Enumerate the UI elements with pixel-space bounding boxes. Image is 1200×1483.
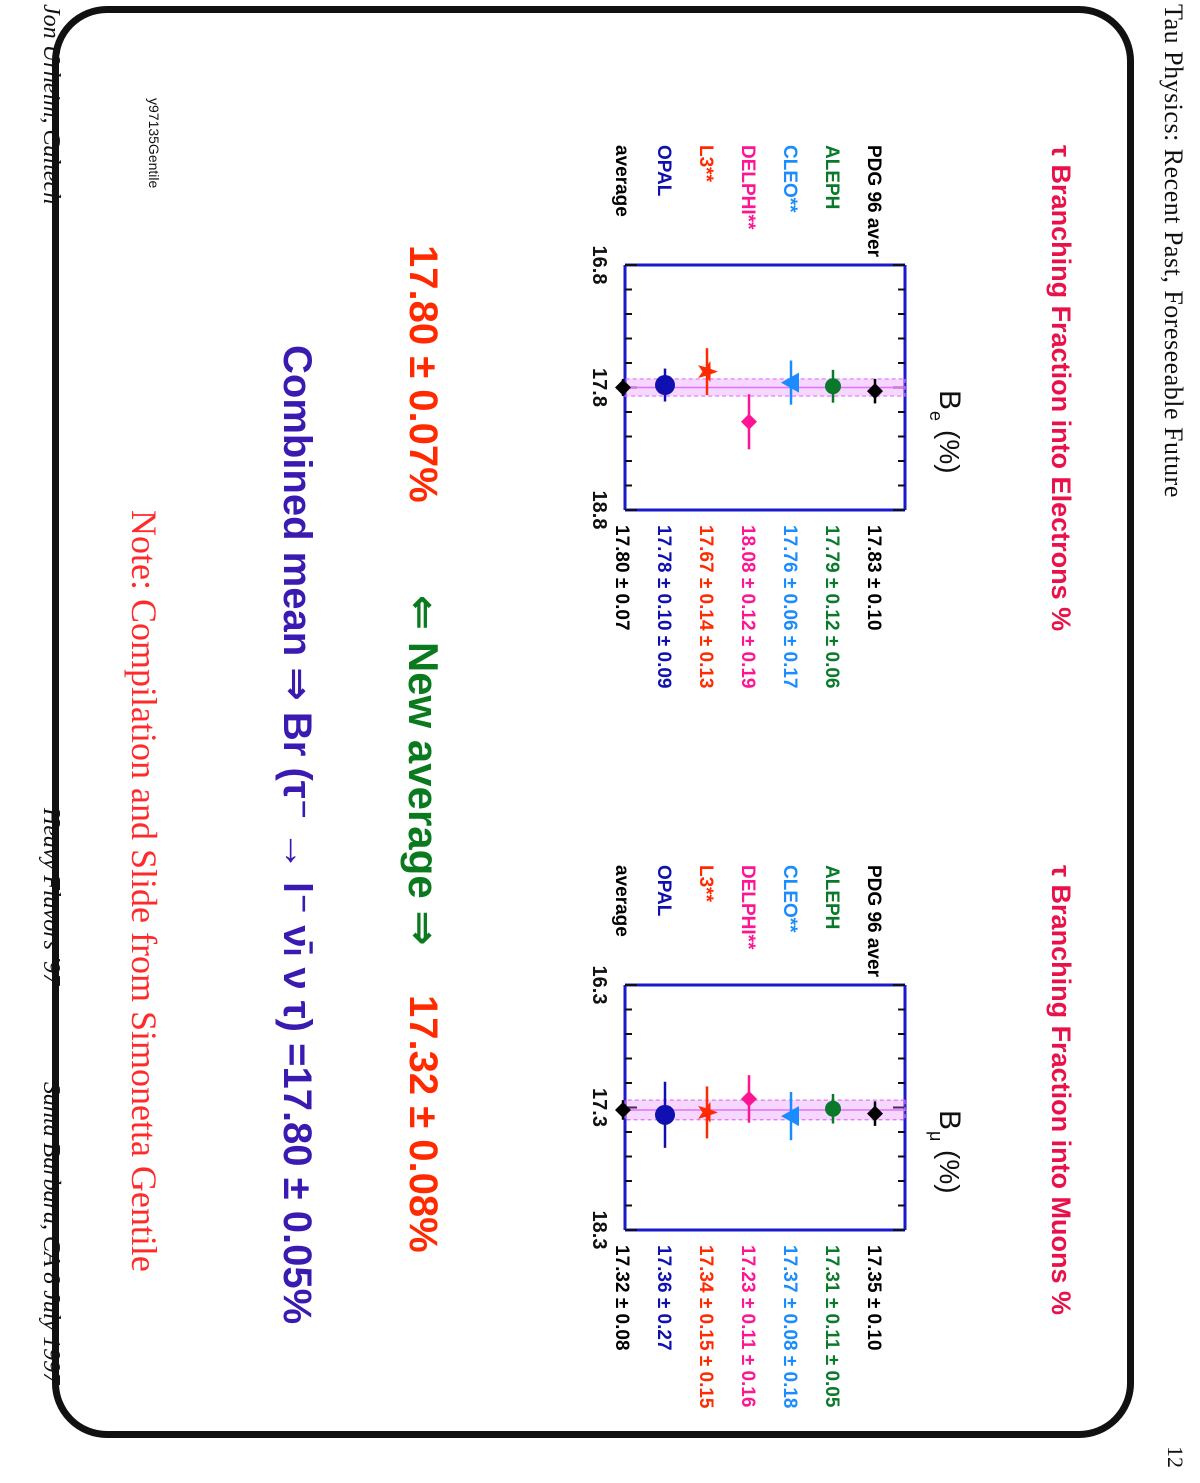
row-value-delphi: 18.08 ± 0.12 ± 0.19 (737, 525, 758, 689)
muon-chart (520, 860, 1080, 1460)
x-tick-label: 17.8 (588, 368, 610, 407)
axis-label: B (933, 390, 966, 411)
combined-mean-line (274, 345, 320, 1324)
axis-label-subscript: μ (926, 1131, 946, 1142)
marker-opal (655, 375, 675, 395)
row-value-pdg-96-aver: 17.35 ± 0.10 (863, 1245, 884, 1351)
chart-title: τ Branching Fraction into Electrons % (1046, 145, 1076, 632)
row-label-aleph: ALEPH (821, 865, 842, 930)
row-label-cleo: CLEO** (779, 865, 800, 933)
page-number: 12 (1163, 1446, 1188, 1468)
x-tick-label: 17.3 (588, 1088, 610, 1127)
axis-label-unit: (%) (934, 430, 965, 474)
row-value-cleo: 17.76 ± 0.06 ± 0.17 (779, 525, 800, 689)
slide-content (20, 0, 1120, 1483)
x-tick-label: 16.8 (588, 245, 610, 285)
row-value-aleph: 17.31 ± 0.11 ± 0.05 (821, 1245, 842, 1408)
row-value-l3: 17.67 ± 0.14 ± 0.13 (695, 525, 716, 689)
row-label-l3: L3** (695, 145, 716, 182)
electron-chart (520, 140, 1080, 740)
row-label-opal: OPAL (653, 145, 674, 197)
marker-aleph (825, 1101, 841, 1117)
combined-mean-prefix: Combined mean ⇒ Br (τ (275, 345, 319, 799)
marker-delphi (741, 414, 757, 430)
row-value-cleo: 17.37 ± 0.08 ± 0.18 (779, 1245, 800, 1409)
note-text: Note: Compilation and Slide from Simonetta Gentile (124, 510, 164, 1272)
marker-opal (655, 1105, 675, 1125)
row-label-pdg-96-aver: PDG 96 aver (863, 145, 884, 257)
row-label-delphi: DELPHI** (737, 865, 758, 950)
row-label-average: average (611, 865, 632, 937)
row-value-average: 17.80 ± 0.07 (611, 525, 632, 631)
footer-conference: Heavy Flavors '97 (38, 808, 64, 986)
row-value-l3: 17.34 ± 0.15 ± 0.15 (695, 1245, 716, 1409)
row-label-aleph: ALEPH (821, 145, 842, 210)
chart-svg (520, 140, 1080, 740)
row-label-delphi: DELPHI** (737, 145, 758, 230)
row-value-delphi: 17.23 ± 0.11 ± 0.16 (737, 1245, 758, 1408)
x-tick-label: 16.3 (588, 965, 610, 1005)
new-average-label: ⇐ New average ⇒ (400, 595, 447, 946)
x-tick-label: 18.8 (588, 490, 610, 530)
row-label-pdg-96-aver: PDG 96 aver (863, 865, 884, 977)
axis-label-unit: (%) (934, 1150, 965, 1194)
chart-svg (520, 860, 1080, 1460)
axis-label: B (933, 1110, 966, 1131)
row-label-opal: OPAL (653, 865, 674, 917)
row-value-pdg-96-aver: 17.83 ± 0.10 (863, 525, 884, 631)
axis-label-subscript: e (926, 411, 946, 422)
x-tick-label: 18.3 (588, 1210, 610, 1250)
marker-l3 (698, 361, 718, 382)
footer-author: Jon Urheim, Caltech (38, 4, 64, 205)
row-value-aleph: 17.79 ± 0.12 ± 0.06 (821, 525, 842, 689)
footer-place: Santa Barbara, CA 8 July 1997 (38, 1082, 64, 1385)
row-label-average: average (611, 145, 632, 217)
combined-mean-suffix: ⁻ → l⁻ ν̄ₗ ν τ) =17.80 ± 0.05% (275, 798, 319, 1325)
muon-result: 17.32 ± 0.08% (401, 995, 445, 1253)
row-value-opal: 17.78 ± 0.10 ± 0.09 (653, 525, 674, 689)
row-label-cleo: CLEO** (779, 145, 800, 213)
row-value-average: 17.32 ± 0.08 (611, 1245, 632, 1351)
header-title: Tau Physics: Recent Past, Foreseeable Future (1159, 4, 1188, 498)
row-label-l3: L3** (695, 865, 716, 902)
chart-title: τ Branching Fraction into Muons % (1046, 865, 1076, 1316)
electron-result: 17.80 ± 0.07% (401, 245, 445, 503)
slide-id: y97135Gentile (146, 98, 162, 189)
marker-aleph (825, 378, 841, 394)
row-value-opal: 17.36 ± 0.27 (653, 1245, 674, 1351)
